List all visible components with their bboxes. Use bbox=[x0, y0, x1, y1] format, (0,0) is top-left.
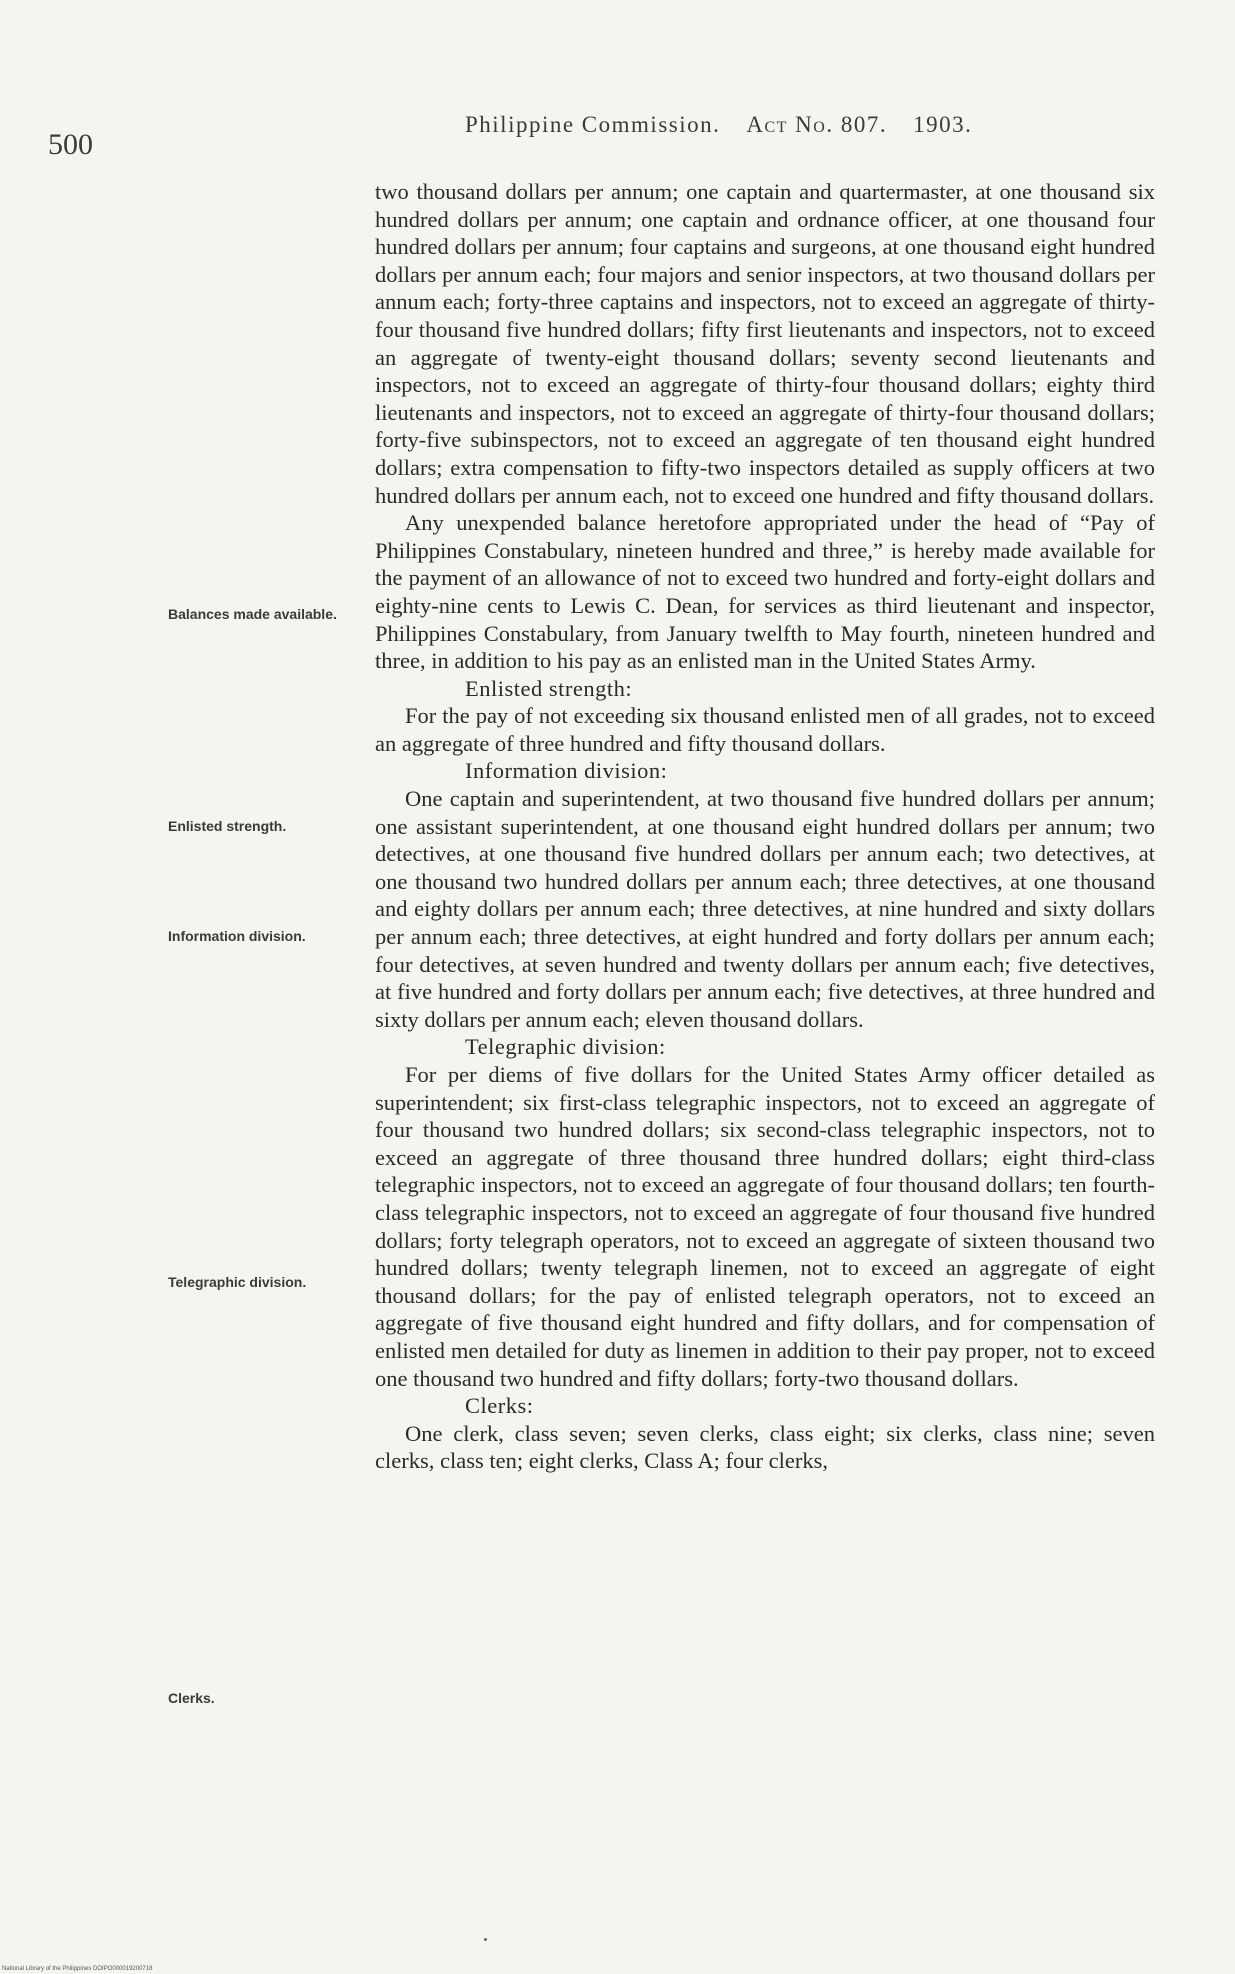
footer-credit: National Library of the Philippines DOIPO000019200718 bbox=[2, 1966, 153, 1972]
paragraph-enlisted-strength: For the pay of not exceeding six thousand enlisted men of all grades, not to exceed an aggregate of three hundred and fifty thousand dollars. bbox=[375, 703, 1155, 756]
margin-note-enlisted-strength: Enlisted strength. bbox=[168, 818, 287, 834]
margin-note-balances: Balances made available. bbox=[168, 606, 337, 622]
heading-information-division: Information division: bbox=[465, 758, 668, 784]
margin-note-telegraphic-division: Telegraphic division. bbox=[168, 1274, 307, 1290]
margin-note-information-division: Information division. bbox=[168, 928, 306, 944]
paragraph-telegraphic-division: For per diems of five dollars for the United States Army officer detailed as superintendent; six first-class telegraphic inspectors, not to exceed an aggregate of four thousand two hundred dollars; six second-class telegraphic inspectors, not to exceed an aggregate of three thousand three hundred dollars; eight third-class telegraphic inspectors, not to exceed an aggregate of four thousand dollars; ten fourth-class telegraphic inspectors, not to exceed an aggregate of four thousand five hundred dollars; forty telegraph operators, not to exceed an aggregate of sixteen thousand two hundred dollars; twenty telegraph linemen, not to exceed an aggregate of eight thousand dollars; for the pay of enlisted telegraph operators, not to exceed an aggregate of five thousand eight hundred and fifty dollars, and for compensation of enlisted men detailed for duty as linemen in addition to their pay proper, not to exceed one thousand two hundred and fifty dollars; forty-two thousand dollars. bbox=[375, 1062, 1155, 1391]
heading-telegraphic-division: Telegraphic division: bbox=[465, 1034, 666, 1060]
paragraph-information-division: One captain and superintendent, at two thousand five hundred dollars per annum; one assistant superintendent, at one thousand eight hundred dollars per annum; two detectives, at one thousand five hundred dollars per annum each; two detectives, at one thousand two hundred dollars per annum each; three detectives, at one thousand and eighty dollars per annum each; three detectives, at nine hundred and sixty dollars per annum each; three detectives, at eight hundred and forty dollars per annum each; four detectives, at seven hundred and twenty dollars per annum each; five detectives, at five hundred and forty dollars per annum each; five detectives, at three hundred and sixty dollars per annum each; eleven thousand dollars. bbox=[375, 786, 1155, 1032]
running-head-year: 1903. bbox=[913, 112, 973, 137]
running-head-title: Philippine Commission. bbox=[465, 112, 721, 137]
running-head-act: Act No. 807. bbox=[746, 112, 888, 137]
body-text bbox=[375, 178, 1155, 1475]
scan-speck bbox=[484, 1938, 487, 1941]
heading-clerks: Clerks: bbox=[465, 1393, 534, 1419]
running-head bbox=[465, 112, 972, 138]
heading-enlisted-strength: Enlisted strength: bbox=[465, 675, 633, 701]
paragraph-balances: Any unexpended balance heretofore appropriated under the head of “Pay of Philippines Constabulary, nineteen hundred and three,” is hereby made available for the payment of an allowance of not to exceed two hundred and forty-eight dollars and eighty-nine cents to Lewis C. Dean, for services as third lieutenant and inspector, Philippines Constabulary, from January twelfth to May fourth, nineteen hundred and three, in addition to his pay as an enlisted man in the United States Army. bbox=[375, 510, 1155, 674]
paragraph-clerks: One clerk, class seven; seven clerks, class eight; six clerks, class nine; seven clerks, class ten; eight clerks, Class A; four clerks, bbox=[375, 1420, 1155, 1474]
page-number: 500 bbox=[48, 128, 93, 161]
paragraph-constabulary-officers: two thousand dollars per annum; one captain and quartermaster, at one thousand six hundred dollars per annum; one captain and ordnance officer, at one thousand four hundred dollars per annum; four captains and surgeons, at one thousand eight hundred dollars per annum each; four majors and senior inspectors, at two thousand dollars per annum each; forty-three captains and inspectors, not to exceed an aggregate of thirty-four thousand five hundred dollars; fifty first lieutenants and inspectors, not to exceed an aggregate of twenty-eight thousand dollars; seventy second lieutenants and inspectors, not to exceed an aggregate of thirty-four thousand dollars; eighty third lieutenants and inspectors, not to exceed an aggregate of thirty-four thousand dollars; forty-five subinspectors, not to exceed an aggregate of ten thousand eight hundred dollars; extra compensation to fifty-two inspectors detailed as supply officers at two hundred dollars per annum each, not to exceed one hundred and fifty thousand dollars. bbox=[375, 179, 1155, 508]
margin-note-clerks: Clerks. bbox=[168, 1690, 215, 1706]
